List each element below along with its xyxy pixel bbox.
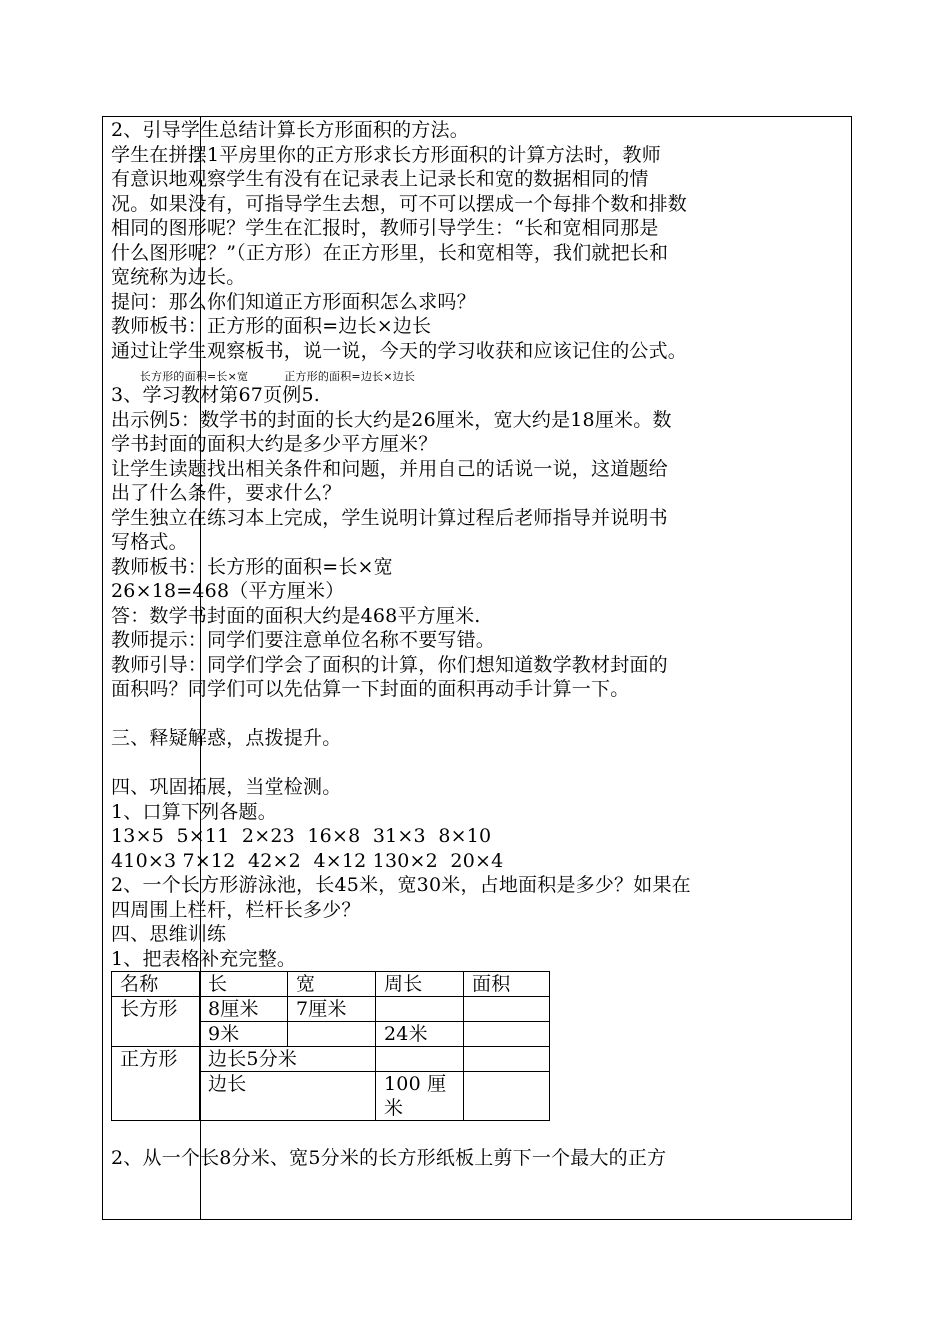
text-line: 宽统称为边长。 [111,266,246,288]
table-cell: 边长 [200,1072,376,1121]
text-line: 什么图形呢？”（正方形）在正方形里，长和宽相等，我们就把长和 [111,241,669,264]
text-line: 教师引导：同学们学会了面积的计算，你们想知道数学教材封面的 [111,653,668,676]
table-cell [464,1072,550,1121]
table-cell: 边长5分米 [200,1047,376,1072]
text-line: 13×5 5×11 2×23 16×8 31×3 8×10 [111,825,492,847]
text-line: 410×3 7×12 42×2 4×12 130×2 20×4 [111,849,504,872]
text-line: 学生独立在练习本上完成，学生说明计算过程后老师指导并说明书 [111,506,668,529]
text-line: 有意识地观察学生有没有在记录表上记录长和宽的数据相同的情 [111,168,649,190]
board-formulas [111,357,743,383]
text-line: 写格式。 [111,531,188,553]
text-line: 况。如果没有，可指导学生去想，可不可以摆成一个每排个数和排数 [111,192,688,215]
table-cell [376,1047,464,1072]
table-header: 名称 [112,972,200,997]
section-heading: 三、释疑解惑，点拨提升。 [111,727,342,749]
section-heading: 四、巩固拓展，当堂检测。 [111,776,342,798]
table-header: 长 [200,972,288,997]
table-cell: 8厘米 [200,997,288,1022]
formula-square: 正方形的面积=边长×边长 [284,370,416,383]
text-line: 出示例5：数学书的封面的长大约是26厘米，宽大约是18厘米。数 [111,408,672,431]
text-line: 答：数学书封面的面积大约是468平方厘米. [111,604,481,627]
perimeter-line-2: 米 [384,1097,404,1119]
table-cell [288,1022,376,1047]
table-cell: 24米 [376,1022,464,1047]
table-header: 面积 [464,972,550,997]
text-line: 四周围上栏杆，栏杆长多少？ [111,898,361,921]
perimeter-line-1: 100 厘 [384,1073,447,1095]
fill-in-table [111,971,550,1121]
text-line: 提问：那么你们知道正方形面积怎么求吗？ [111,290,476,313]
table-cell-perimeter [376,1072,464,1121]
table-cell-rect-label: 长方形 [112,997,200,1047]
table-header: 宽 [288,972,376,997]
table-row [112,1047,550,1072]
table-row [112,997,550,1022]
text-line: 1、把表格补充完整。 [111,947,297,970]
text-line: 26×18=468（平方厘米） [111,580,345,602]
text-line: 教师板书：正方形的面积=边长×边长 [111,315,432,337]
table-cell [376,997,464,1022]
text-line: 通过让学生观察板书，说一说，今天的学习收获和应该记住的公式。 [111,339,688,362]
lesson-content [111,118,743,1170]
text-line: 2、一个长方形游泳池，长45米，宽30米，占地面积是多少？如果在 [111,874,691,896]
text-line: 出了什么条件，要求什么？ [111,482,342,504]
text-line: 学生在拼摆1平房里你的正方形求长方形面积的计算方法时，教师 [111,143,661,166]
table-cell: 7厘米 [288,997,376,1022]
table-cell [464,1022,550,1047]
table-cell: 9米 [200,1022,288,1047]
table-cell [464,997,550,1022]
table-header-row [112,972,550,997]
formula-rectangle: 长方形的面积=长×宽 [139,370,249,383]
table-cell [464,1047,550,1072]
table-header: 周长 [376,972,464,997]
text-line: 教师板书：长方形的面积=长×宽 [111,555,393,578]
text-line: 3、学习教材第67页例5. [111,384,320,406]
text-line: 2、从一个长8分米、宽5分米的长方形纸板上剪下一个最大的正方 [111,1146,667,1169]
text-line: 学书封面的面积大约是多少平方厘米？ [111,433,438,455]
text-line: 1、口算下列各题。 [111,800,277,823]
table-cell-square-label: 正方形 [112,1047,200,1121]
text-line: 2、引导学生总结计算长方形面积的方法。 [111,119,469,141]
text-line: 相同的图形呢？学生在汇报时，教师引导学生：“长和宽相同那是 [111,217,659,239]
text-line: 教师提示：同学们要注意单位名称不要写错。 [111,629,496,651]
section-heading: 四、思维训练 [111,923,227,945]
text-line: 让学生读题找出相关条件和问题，并用自己的话说一说，这道题给 [111,457,668,480]
text-line: 面积吗？同学们可以先估算一下封面的面积再动手计算一下。 [111,678,630,700]
